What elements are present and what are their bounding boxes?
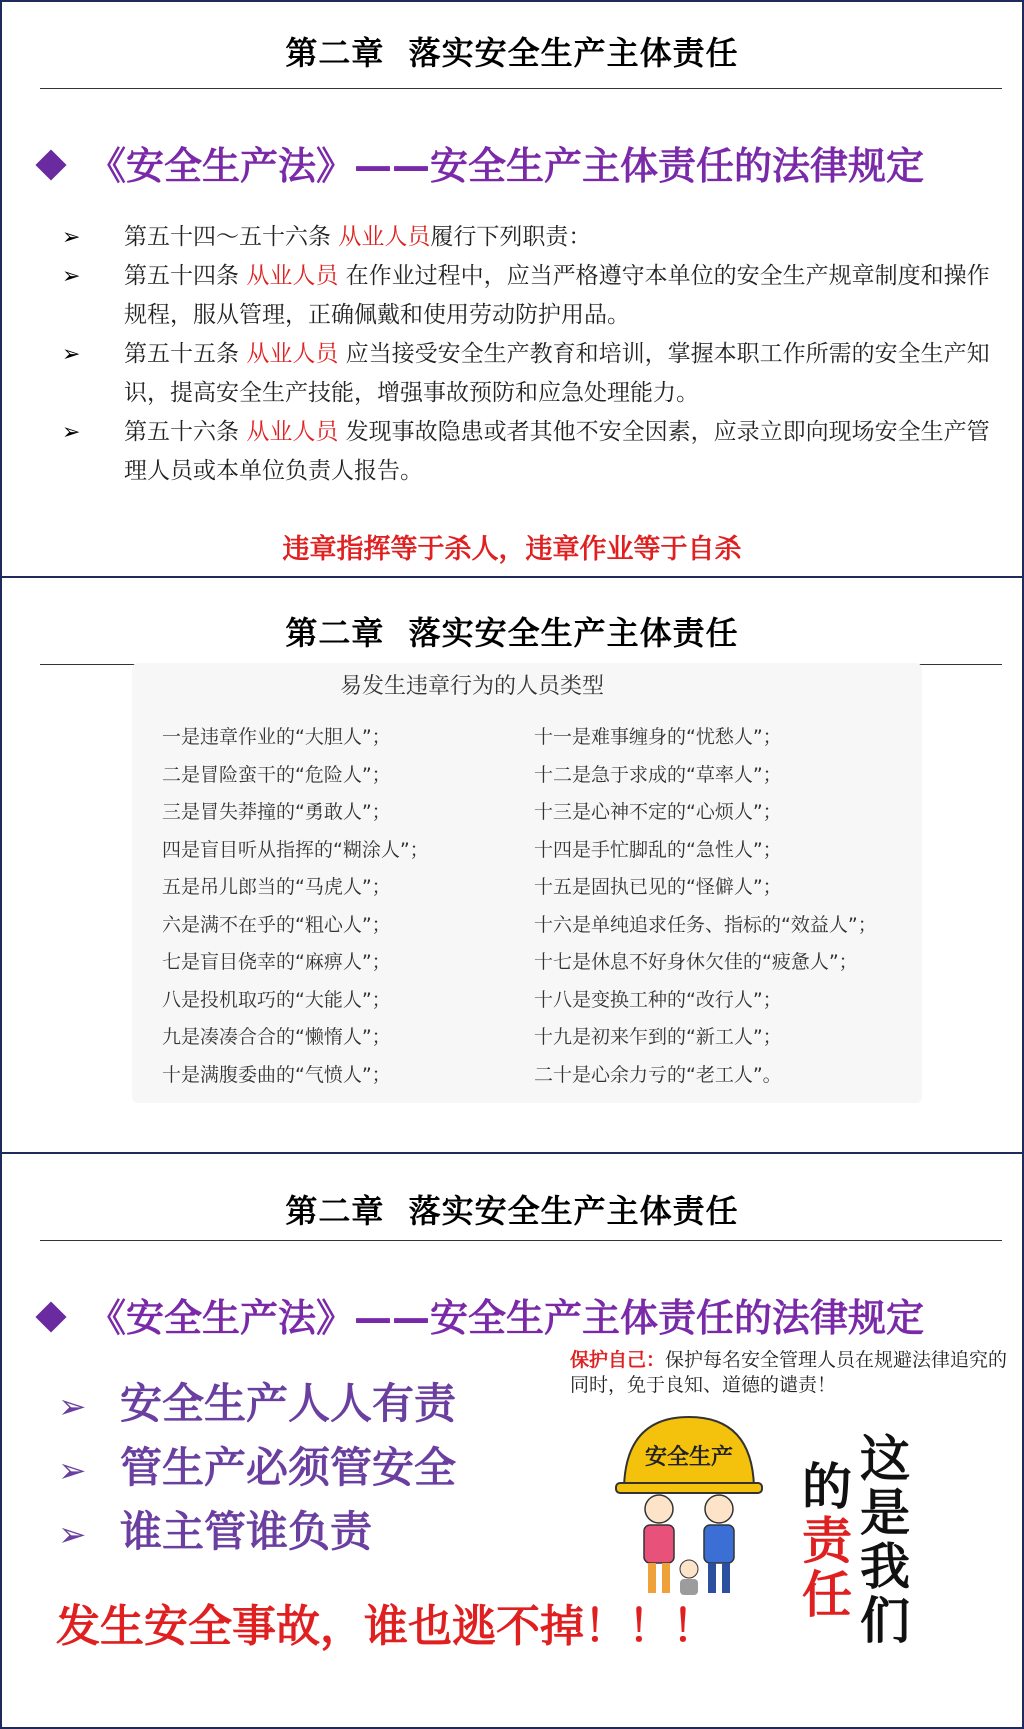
principle-list [58, 1372, 456, 1564]
type-item: 十五是固执已见的“怪僻人”； [534, 876, 782, 898]
caption-text: 保护每名安全管理人员在规避法律追究的同时，免于良知、道德的谴责！ [570, 1349, 1008, 1396]
caption-label: 保护自己： [570, 1349, 666, 1371]
title-divider [40, 1240, 1002, 1241]
vertical-text-col2 [800, 1460, 854, 1622]
type-item: 六是满不在乎的“粗心人”； [162, 913, 391, 936]
duty-item-subject: 从业人员 [246, 341, 339, 367]
slide-3 [0, 1152, 1024, 1729]
title-divider [40, 88, 1002, 89]
principle-text: 安全生产人人有责 [120, 1379, 457, 1428]
principle-text: 谁主管谁负责 [120, 1507, 373, 1556]
type-item: 十六是单纯追求任务、指标的“效益人”； [534, 913, 877, 936]
vertical-char: 们 [860, 1592, 910, 1650]
type-item: 八是投机取巧的“大能人”； [162, 988, 391, 1011]
vertical-char: 的 [802, 1458, 852, 1516]
type-item: 二是冒险蛮干的“危险人”； [162, 763, 391, 786]
duty-item [62, 218, 992, 257]
duty-item-prefix: 第五十五条 [124, 341, 247, 367]
duty-item-subject: 从业人员 [246, 419, 339, 445]
duty-list [62, 218, 992, 491]
type-item: 十四是手忙脚乱的“急性人”； [534, 838, 782, 861]
principle-item [58, 1500, 456, 1564]
law-title [40, 1287, 924, 1342]
type-item: 二十是心余力亏的“老工人”。 [534, 1063, 782, 1086]
duty-item-prefix: 第五十六条 [124, 419, 247, 445]
final-warning: 发生安全事故，谁也逃不掉！！！ [56, 1601, 716, 1652]
arrow-bullet-icon: ➢ [58, 1515, 87, 1555]
types-column-right [534, 719, 877, 1094]
arrow-bullet-icon: ➢ [62, 342, 81, 367]
type-item: 十二是急于求成的“草率人”； [534, 763, 782, 786]
helmet-label: 安全生产 [644, 1445, 734, 1470]
duty-item-subject: 从业人员 [246, 263, 339, 289]
principle-item [58, 1436, 456, 1500]
vertical-char: 任 [802, 1566, 852, 1624]
principle-item [58, 1372, 456, 1436]
type-item: 三是冒失莽撞的“勇敢人”； [162, 801, 391, 823]
slogan: 违章指挥等于杀人，违章作业等于自杀 [282, 534, 742, 565]
type-item: 一是违章作业的“大胆人”； [162, 726, 391, 748]
arrow-bullet-icon: ➢ [62, 225, 81, 250]
chapter-title: 第二章 落实安全生产主体责任 [285, 1192, 739, 1230]
vertical-char: 我 [860, 1538, 910, 1596]
duty-item [62, 257, 992, 335]
arrow-bullet-icon: ➢ [62, 420, 81, 445]
chapter-title: 第二章 落实安全生产主体责任 [285, 614, 739, 652]
type-item: 十八是变换工种的“改行人”； [534, 988, 782, 1011]
panel-title: 易发生违章行为的人员类型 [339, 674, 604, 699]
duty-item-prefix: 第五十四条 [124, 263, 247, 289]
law-title-text: 《安全生产法》——安全生产主体责任的法律规定 [88, 144, 925, 188]
slide-2 [0, 576, 1024, 1152]
types-column-left [162, 719, 429, 1094]
type-item: 五是吊儿郎当的“马虎人”； [162, 876, 391, 898]
duty-item-text: 发现事故隐患或者其他不安全因素，应录立即向现场安全生产管理人员或本单位负责人报告。 [124, 419, 990, 484]
vertical-char: 责 [802, 1512, 852, 1570]
arrow-bullet-icon: ➢ [58, 1451, 87, 1491]
vertical-text-col1 [858, 1432, 912, 1648]
protection-caption [570, 1348, 1010, 1398]
type-item: 十七是休息不好身休欠佳的“疲惫人”； [534, 951, 858, 973]
duty-item [62, 413, 992, 491]
type-item: 十是满腹委曲的“气愤人”； [162, 1063, 391, 1086]
diamond-bullet-icon [35, 149, 66, 180]
law-title-text: 《安全生产法》——安全生产主体责任的法律规定 [88, 1296, 925, 1340]
duty-item [62, 335, 992, 413]
duty-item-subject: 从业人员 [338, 224, 431, 250]
principle-text: 管生产必须管安全 [120, 1443, 457, 1492]
type-item: 七是盲目侥幸的“麻痹人”； [162, 951, 391, 973]
arrow-bullet-icon: ➢ [58, 1387, 87, 1427]
type-item: 十九是初来乍到的“新工人”； [534, 1026, 782, 1048]
duty-item-text: 履行下列职责： [430, 224, 592, 250]
arrow-bullet-icon: ➢ [62, 264, 81, 289]
chapter-title: 第二章 落实安全生产主体责任 [285, 34, 739, 72]
vertical-char: 这 [860, 1430, 910, 1488]
duty-item-text: 在作业过程中，应当严格遵守本单位的安全生产规章制度和操作规程，服从管理，正确佩戴和使用劳动防护用品。 [124, 263, 990, 328]
duty-item-prefix: 第五十四～五十六条 [124, 224, 339, 250]
duty-item-text: 应当接受安全生产教育和培训，掌握本职工作所需的安全生产知识，提高安全生产技能，增强事故预防和应急处理能力。 [124, 341, 990, 406]
law-title [40, 135, 924, 190]
vertical-char: 是 [860, 1484, 910, 1542]
slide-1 [0, 0, 1024, 576]
type-item: 十三是心神不定的“心烦人”； [534, 801, 782, 823]
type-item: 九是凑凑合合的“懒惰人”； [162, 1026, 391, 1048]
type-item: 四是盲目听从指挥的“糊涂人”； [162, 838, 429, 861]
violator-types-panel [132, 663, 922, 1103]
type-item: 十一是难事缠身的“忧愁人”； [534, 726, 782, 748]
hardhat-workers-illustration [614, 1409, 764, 1609]
diamond-bullet-icon [35, 1301, 66, 1332]
